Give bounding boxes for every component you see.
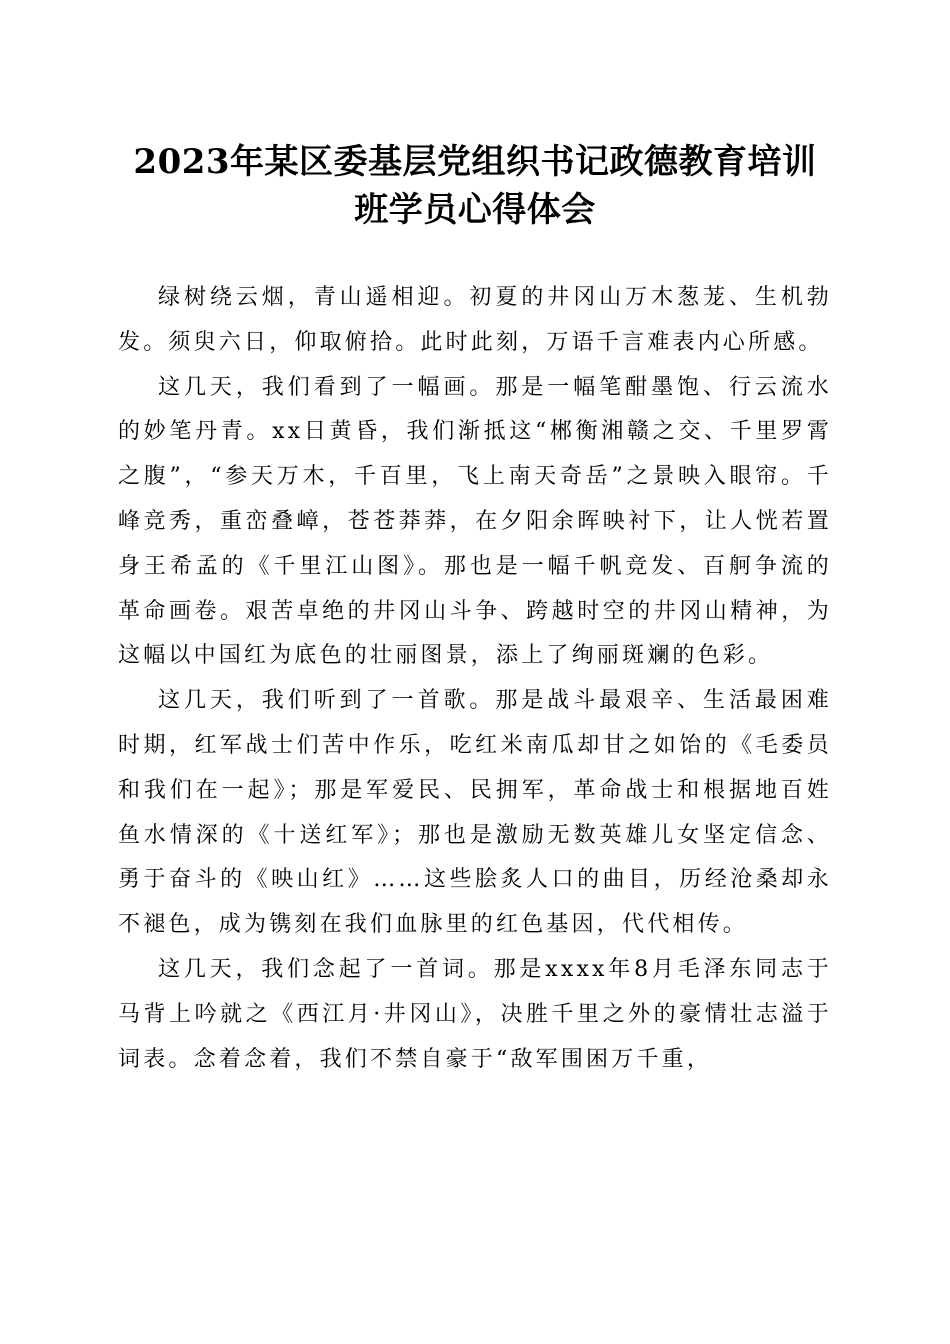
paragraph-painting: 这几天，我们看到了一幅画。那是一幅笔酣墨饱、行云流水的妙笔丹青。xx日黄昏，我们渐抵这“郴衡湘赣之交、千里罗霄之腹”，“参天万木，千百里，飞上南天奇岳”之景映入眼帘。千峰竞秀，重峦叠嶂，苍苍莽莽，在夕阳余晖映衬下，让人恍若置身王希孟的《千里江山图》。那也是一幅千帆竞发、百舸争流的革命画卷。艰苦卓绝的井冈山斗争、跨越时空的井冈山精神，为这幅以中国红为底色的壮丽图景，添上了绚丽斑斓的色彩。 [118, 374, 832, 669]
document-body [118, 276, 832, 1082]
paragraph-poem: 这几天，我们念起了一首词。那是xxxx年8月毛泽东同志于马背上吟就之《西江月·井冈山》，决胜千里之外的豪情壮志溢于词表。念着念着，我们不禁自豪于“敌军围困万千重， [118, 956, 832, 1072]
paragraph-intro: 绿树绕云烟，青山遥相迎。初夏的井冈山万木葱茏、生机勃发。须臾六日，仰取俯拾。此时此刻，万语千言难表内心所感。 [118, 285, 832, 355]
title-line-1: 2023年某区委基层党组织书记政德教育培训 [133, 142, 817, 182]
title-line-2: 班学员心得体会 [354, 190, 596, 230]
paragraph-song: 这几天，我们听到了一首歌。那是战斗最艰辛、生活最困难时期，红军战士们苦中作乐，吃红米南瓜却甘之如饴的《毛委员和我们在一起》；那是军爱民、民拥军，革命战士和根据地百姓鱼水情深的《十送红军》；那也是激励无数英雄儿女坚定信念、勇于奋斗的《映山红》……这些脍炙人口的曲目，历经沧桑却永不褪色，成为镌刻在我们血脉里的红色基因，代代相传。 [118, 688, 832, 938]
document-title [118, 138, 832, 234]
